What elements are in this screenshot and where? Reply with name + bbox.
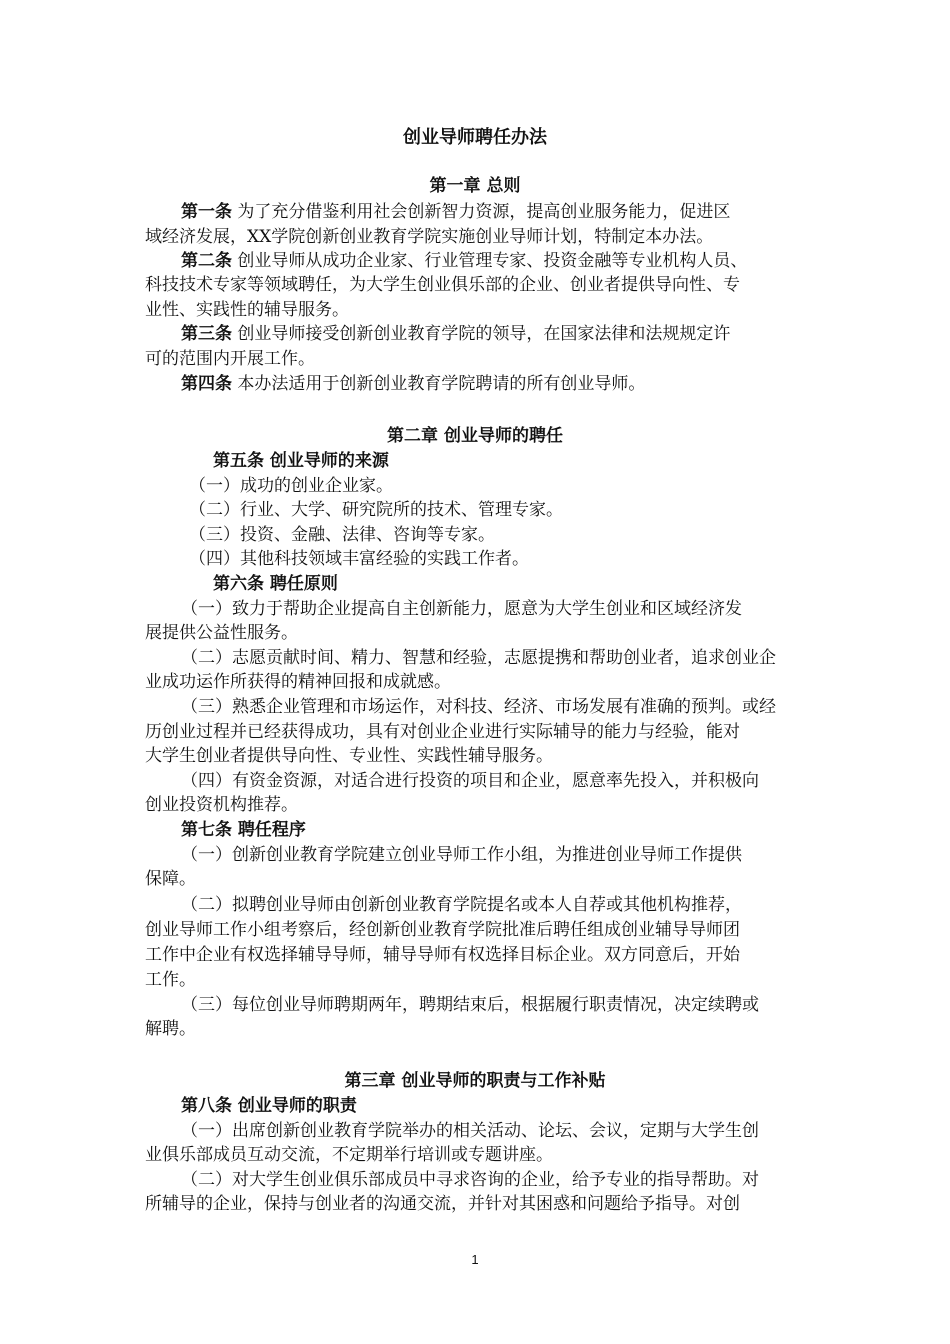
chapter-2-heading: 第二章 创业导师的聘任 [387, 426, 563, 446]
article-4-label: 第四条 [181, 374, 232, 394]
article-3-line-1: 第三条 创业导师接受创新创业教育学院的领导，在国家法律和法规规定许 [181, 324, 731, 344]
article-1-label: 第一条 [181, 202, 232, 222]
article-5-item-3: （三）投资、金融、法律、咨询等专家。 [189, 525, 495, 545]
article-6-p1-line-1: （一）致力于帮助企业提高自主创新能力，愿意为大学生创业和区域经济发 [181, 599, 742, 619]
article-1-line-2: 域经济发展，XX学院创新创业教育学院实施创业导师计划，特制定本办法。 [145, 227, 714, 247]
article-1-line-1: 第一条 为了充分借鉴利用社会创新智力资源，提高创业服务能力，促进区 [181, 202, 731, 222]
article-6-p3-line-2: 历创业过程并已经获得成功，具有对创业企业进行实际辅导的能力与经验，能对 [145, 722, 740, 742]
article-4-line-1: 第四条 本办法适用于创新创业教育学院聘请的所有创业导师。 [181, 374, 646, 394]
article-8-p1-line-2: 业俱乐部成员互动交流，不定期举行培训或专题讲座。 [145, 1145, 553, 1165]
article-6-label: 第六条 聘任原则 [213, 574, 338, 594]
article-8-p1-line-1: （一）出席创新创业教育学院举办的相关活动、论坛、会议，定期与大学生创 [181, 1121, 759, 1141]
article-6-p3-line-3: 大学生创业者提供导向性、专业性、实践性辅导服务。 [145, 746, 553, 766]
article-7-p1-line-1: （一）创新创业教育学院建立创业导师工作小组，为推进创业导师工作提供 [181, 845, 742, 865]
article-7-p3-line-1: （三）每位创业导师聘期两年，聘期结束后，根据履行职责情况，决定续聘或 [181, 995, 759, 1015]
chapter-3-heading: 第三章 创业导师的职责与工作补贴 [344, 1071, 606, 1091]
article-7-p2-line-1: （二）拟聘创业导师由创新创业教育学院提名或本人自荐或其他机构推荐， [181, 895, 742, 915]
article-2-line-2: 科技技术专家等领域聘任，为大学生创业俱乐部的企业、创业者提供导向性、专 [145, 275, 740, 295]
article-6-p2-line-2: 业成功运作所获得的精神回报和成就感。 [145, 672, 451, 692]
article-2-label: 第二条 [181, 251, 232, 271]
chapter-1-heading: 第一章 总则 [429, 176, 521, 196]
article-7-p1-line-2: 保障。 [145, 869, 196, 889]
article-8-p2-line-1: （二）对大学生创业俱乐部成员中寻求咨询的企业，给予专业的指导帮助。对 [181, 1170, 759, 1190]
article-5-item-1: （一）成功的创业企业家。 [189, 476, 393, 496]
article-7-p2-line-4: 工作。 [145, 970, 196, 990]
article-7-p3-line-2: 解聘。 [145, 1019, 196, 1039]
article-5-item-2: （二）行业、大学、研究院所的技术、管理专家。 [189, 500, 563, 520]
article-8-label: 第八条 创业导师的职责 [181, 1096, 357, 1116]
article-7-p2-line-3: 工作中企业有权选择辅导导师，辅导导师有权选择目标企业。双方同意后，开始 [145, 945, 740, 965]
article-3-label: 第三条 [181, 324, 232, 344]
document-title: 创业导师聘任办法 [403, 127, 547, 148]
article-6-p4-line-1: （四）有资金资源，对适合进行投资的项目和企业，愿意率先投入，并积极向 [181, 771, 759, 791]
article-5-item-4: （四）其他科技领域丰富经验的实践工作者。 [189, 549, 529, 569]
article-6-p4-line-2: 创业投资机构推荐。 [145, 795, 298, 815]
article-6-p1-line-2: 展提供公益性服务。 [145, 623, 298, 643]
article-2-line-3: 业性、实践性的辅导服务。 [145, 300, 349, 320]
article-5-label: 第五条 创业导师的来源 [213, 451, 389, 471]
article-8-p2-line-2: 所辅导的企业，保持与创业者的沟通交流，并针对其困惑和问题给予指导。对创 [145, 1194, 740, 1214]
article-6-p3-line-1: （三）熟悉企业管理和市场运作，对科技、经济、市场发展有准确的预判。或经 [181, 697, 776, 717]
article-3-line-2: 可的范围内开展工作。 [145, 349, 315, 369]
article-2-line-1: 第二条 创业导师从成功企业家、行业管理专家、投资金融等专业机构人员、 [181, 251, 748, 271]
page-number: 1 [471, 1252, 479, 1267]
article-7-label: 第七条 聘任程序 [181, 820, 306, 840]
article-7-p2-line-2: 创业导师工作小组考察后，经创新创业教育学院批准后聘任组成创业辅导导师团 [145, 920, 740, 940]
article-6-p2-line-1: （二）志愿贡献时间、精力、智慧和经验，志愿提携和帮助创业者，追求创业企 [181, 648, 776, 668]
